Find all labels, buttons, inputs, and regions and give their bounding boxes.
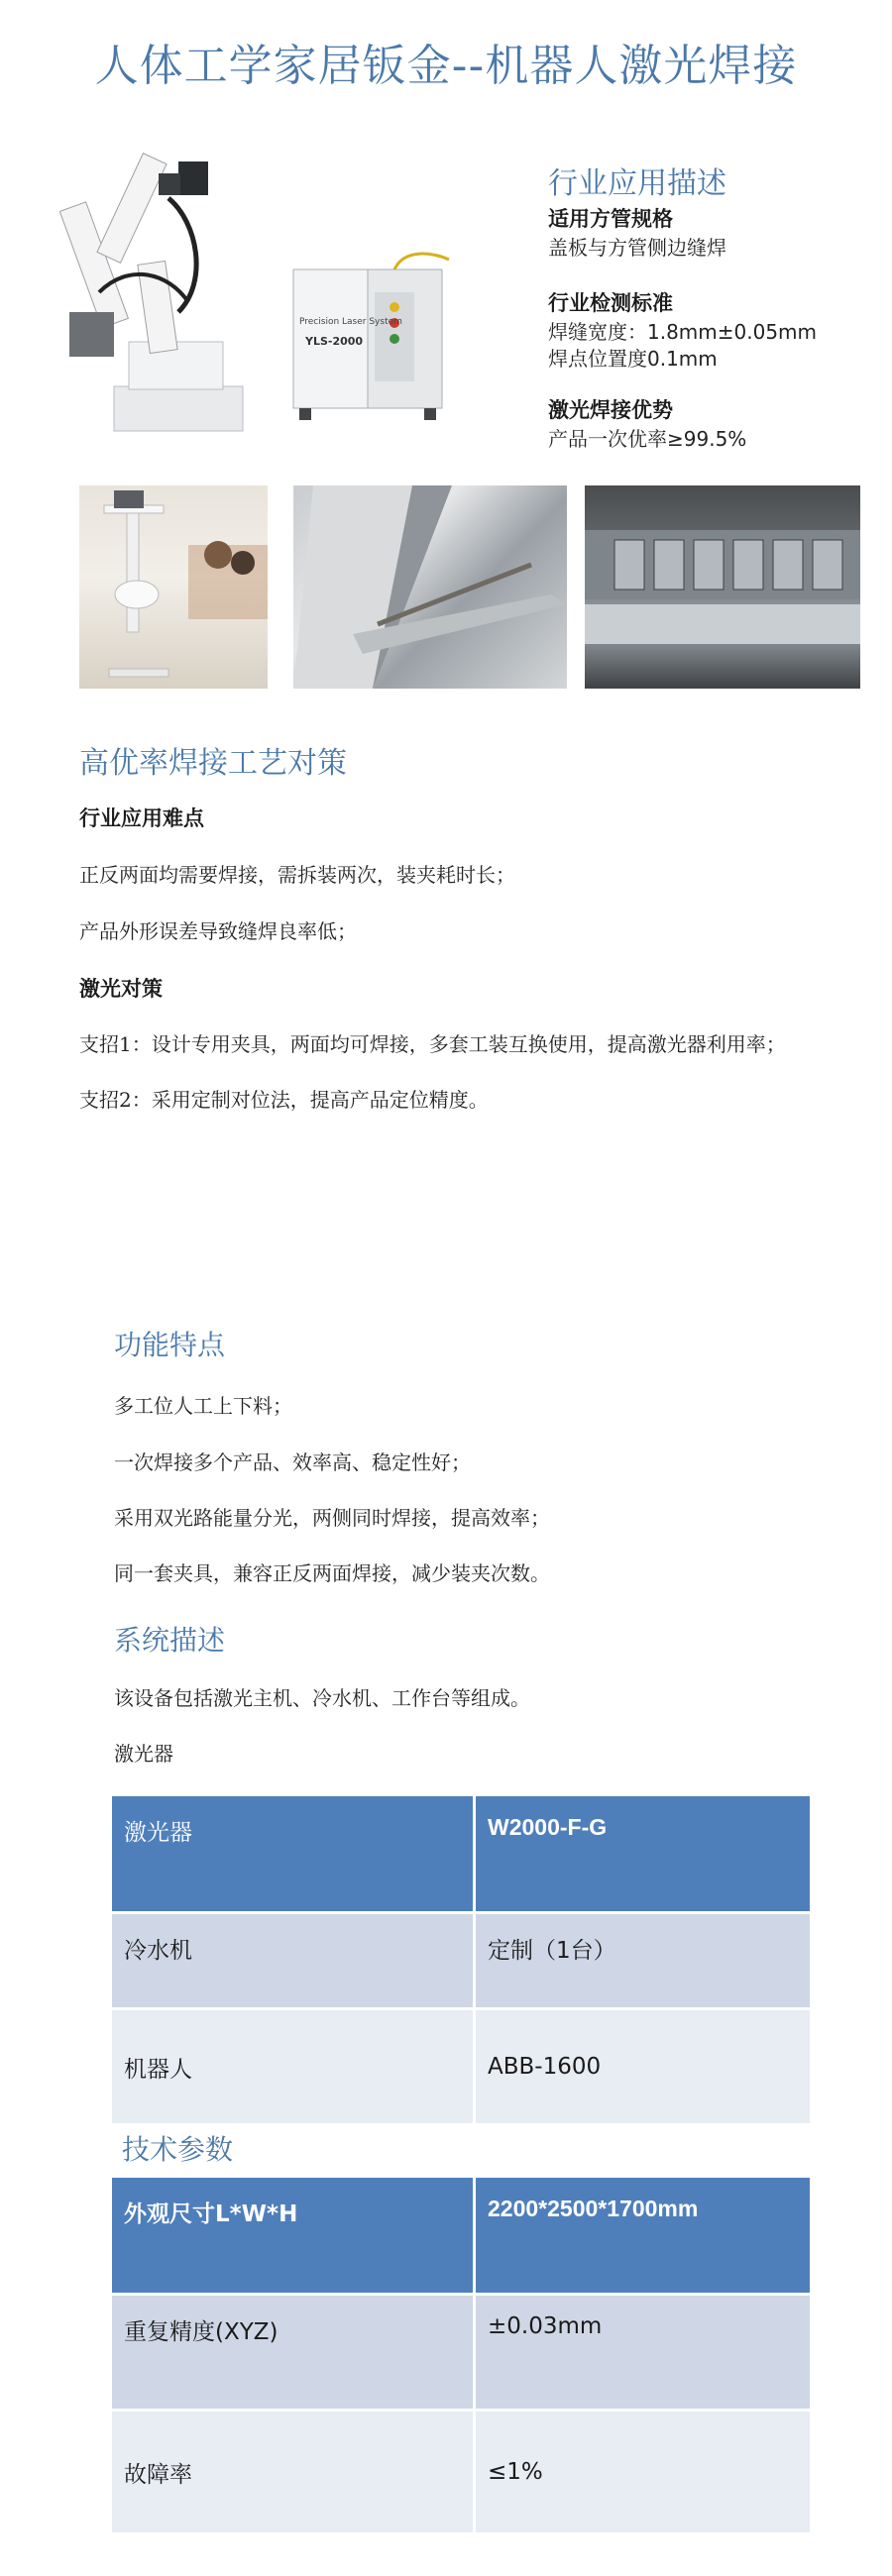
ergonomic-desk-photo bbox=[79, 485, 268, 689]
table-cell: 定制（1台） bbox=[476, 1914, 810, 2007]
feature-item-3: 采用双光路能量分光，两侧同时焊接，提高效率； bbox=[114, 1506, 550, 1530]
table-cell: 冷水机 bbox=[112, 1914, 473, 2007]
laser-device-model: YLS-2000 bbox=[305, 335, 364, 348]
table-row bbox=[112, 2178, 810, 2293]
table-cell: ABB-1600 bbox=[476, 2010, 810, 2123]
advantage-label: 激光焊接优势 bbox=[548, 398, 673, 422]
industry-heading: 行业应用描述 bbox=[548, 166, 726, 201]
fixture-parts-photo bbox=[585, 485, 860, 689]
table-row bbox=[112, 2010, 810, 2123]
table-cell: 故障率 bbox=[112, 2412, 473, 2532]
weld-seam-closeup-photo bbox=[293, 485, 567, 689]
solution-item-1: 支招1：设计专用夹具，两面均可焊接，多套工装互换使用，提高激光器利用率； bbox=[79, 1032, 786, 1056]
system-components-table bbox=[109, 1793, 813, 2126]
table-cell: ≤1% bbox=[476, 2412, 810, 2532]
advantage-value: 产品一次优率≥99.5% bbox=[548, 427, 747, 451]
strategy-heading: 高优率焊接工艺对策 bbox=[79, 746, 347, 781]
difficulty-item-2: 产品外形误差导致缝焊良率低； bbox=[79, 919, 357, 943]
table-cell: 外观尺寸L*W*H bbox=[112, 2178, 473, 2293]
table-cell: 2200*2500*1700mm bbox=[476, 2178, 810, 2293]
spec-label: 适用方管规格 bbox=[548, 207, 673, 231]
feature-item-1: 多工位人工上下料； bbox=[114, 1394, 292, 1418]
spec-value: 盖板与方管侧边缝焊 bbox=[548, 236, 726, 260]
system-heading: 系统描述 bbox=[114, 1624, 226, 1657]
system-sub-label: 激光器 bbox=[114, 1742, 173, 1766]
table-cell: 机器人 bbox=[112, 2010, 473, 2123]
table-cell: 重复精度(XYZ) bbox=[112, 2296, 473, 2409]
feature-item-2: 一次焊接多个产品、效率高、稳定性好； bbox=[114, 1450, 471, 1474]
solution-item-2: 支招2：采用定制对位法，提高产品定位精度。 bbox=[79, 1088, 489, 1112]
robot-arm-image bbox=[59, 144, 268, 446]
solution-label: 激光对策 bbox=[79, 976, 163, 1001]
difficulty-item-1: 正反两面均需要焊接，需拆装两次，装夹耗时长； bbox=[79, 863, 515, 887]
table-row bbox=[112, 2412, 810, 2532]
table-cell: 激光器 bbox=[112, 1796, 473, 1911]
laser-source-image bbox=[285, 248, 464, 431]
laser-device-brand: Precision Laser System bbox=[299, 317, 402, 327]
table-row bbox=[112, 1914, 810, 2007]
page-title: 人体工学家居钣金--机器人激光焊接 bbox=[94, 41, 798, 91]
table-row bbox=[112, 1796, 810, 1911]
feature-item-4: 同一套夹具，兼容正反两面焊接，减少装夹次数。 bbox=[114, 1561, 550, 1585]
difficulty-label: 行业应用难点 bbox=[79, 805, 204, 830]
table-row bbox=[112, 2296, 810, 2409]
standard-line-1: 焊缝宽度：1.8mm±0.05mm bbox=[548, 320, 818, 344]
features-heading: 功能特点 bbox=[114, 1329, 226, 1361]
system-description: 该设备包括激光主机、冷水机、工作台等组成。 bbox=[114, 1686, 530, 1710]
table-cell: W2000-F-G bbox=[476, 1796, 810, 1911]
standard-label: 行业检测标准 bbox=[548, 291, 673, 315]
tech-heading: 技术参数 bbox=[122, 2133, 234, 2166]
standard-line-2: 焊点位置度0.1mm bbox=[548, 347, 718, 371]
table-cell: ±0.03mm bbox=[476, 2296, 810, 2409]
tech-params-table bbox=[109, 2175, 813, 2535]
